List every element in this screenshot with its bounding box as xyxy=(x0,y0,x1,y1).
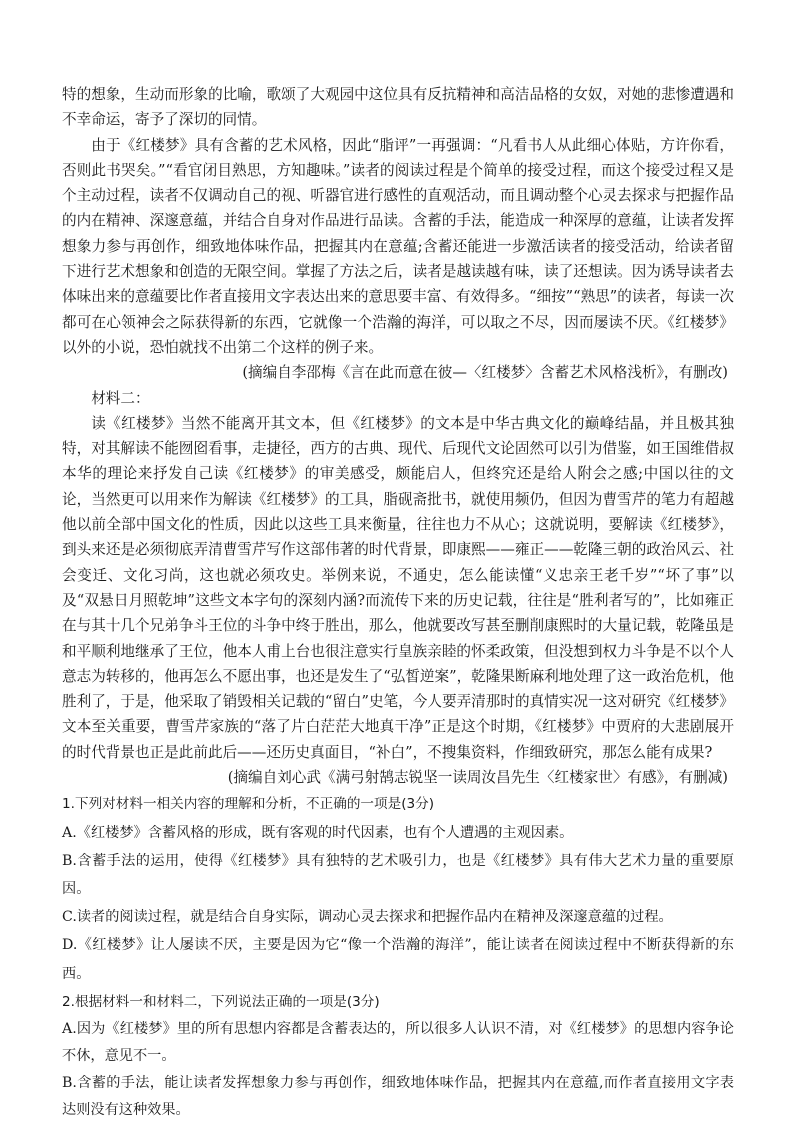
material1-source: (摘编自李邵梅《言在此而意在彼—〈红楼梦〉含蓄艺术风格浅析》，有删改) xyxy=(242,364,728,382)
material2-paragraph: 读《红楼梦》当然不能离开其文本，但《红楼梦》的文本是中华古典文化的巅峰结晶，并且极其独特，对其解读不能囫囵看事，走捷径，西方的古典、现代、后现代文论固然可以引为借鉴，如王国维借叔本华的理论来抒发自己读《红楼梦》的审美感受，颇能启人，但终究还是给人附会之感;中国以往的文论，当然更可以用来作为解读《红楼梦》的工具，脂砚斋批书，就使用频仍，但因为曹雪芹的笔力有超越他以前全部中国文化的性质，因此以这些工具来衡量，往往也力不从心；这就说明，要解读《红楼梦》，到头来还是必须彻底弄清曹雪芹写作这部伟著的时代背景，即康熙——雍正——乾隆三朝的政治风云、社会变迁、文化习尚，这也就必须攻史。举例来说，不通史，怎么能读懂“义忠亲王老千岁”“坏了事”以及“双悬日月照乾坤”这些文本字句的深刻内涵?而流传下来的历史记载，往往是“胜利者写的”，比如雍正在与其十几个兄弟争斗王位的斗争中终于胜出，那么，他就要改写甚至删削康熙时的大量记载，乾隆虽是和平顺利地继承了王位，他本人甫上台也很注意实行皇族亲睦的怀柔政策，但没想到权力斗争是不以个人意志为转移的，他再怎么不愿出事，也还是发生了“弘皙逆案”，乾隆果断麻利地处理了这一政治危机，他胜利了，于是，他采取了销毁相关记载的“留白”史笔，今人要弄清那时的真情实况一这对研究《红楼梦》文本至关重要，曹雪芹家族的“落了片白茫茫大地真干净”正是这个时期，《红楼梦》中贾府的大悲剧展开的时代背景也正是此前此后——还历史真面目，“补白”，不搜集资料，作细致研究，那怎么能有成果? xyxy=(62,414,734,761)
question-1-option-b: B.含蓄手法的运用，使得《红楼梦》具有独特的艺术吸引力，也是《红楼梦》具有伟大艺术力量的重要原因。 xyxy=(62,852,734,897)
material2-label: 材料二： xyxy=(91,389,150,407)
question-2-stem: 2.根据材料一和材料二，下列说法正确的一项是(3分) xyxy=(62,993,380,1010)
exam-page xyxy=(62,82,734,1124)
question-1-option-d: D.《红楼梦》让人屡读不厌，主要是因为它“像一个浩瀚的海洋”，能让读者在阅读过程中不断获得新的东西。 xyxy=(62,937,734,982)
question-1-stem: 1.下列对材料一相关内容的理解和分析，不正确的一项是(3分) xyxy=(62,796,435,813)
material1-paragraph-continued: 特的想象，生动而形象的比喻，歌颂了大观园中这位具有反抗精神和高洁品格的女奴，对她的悲惨遭遇和不幸命运，寄予了深切的同情。 xyxy=(62,86,734,129)
question-2-option-a: A.因为《红楼梦》里的所有思想内容都是含蓄表达的，所以很多人认识不清，对《红楼梦》的思想内容争论不休，意见不一。 xyxy=(62,1020,734,1064)
question-1-option-a: A.《红楼梦》含蓄风格的形成，既有客观的时代因素，也有个人遭遇的主观因素。 xyxy=(62,824,574,841)
material1-paragraph: 由于《红楼梦》具有含蓄的艺术风格，因此“脂评”一再强调：“凡看书人从此细心体贴，方许你看，否则此书哭矣。”“看官闭目熟思，方知趣味。”读者的阅读过程是个简单的接受过程，而这个接受过程又是个主动过程，读者不仅调动自己的视、听器官进行感性的直观活动，而且调动整个心灵去探求与把握作品的内在精神、深邃意蕴，并结合自身对作品进行品读。含蓄的手法，能造成一种深厚的意蕴，让读者发挥想象力参与再创作，细致地体味作品，把握其内在意蕴;含蓄还能进一步激活读者的接受活动，给读者留下进行艺术想象和创造的无限空间。掌握了方法之后，读者是越读越有味，读了还想读。因为诱导读者去体味出来的意蕴要比作者直接用文字表达出来的意思要丰富、有效得多。“细按”“熟思”的读者，每读一次都可在心领神会之际获得新的东西，它就像一个浩瀚的海洋，可以取之不尽，因而屡读不厌。《红楼梦》以外的小说，恐怕就找不出第二个这样的例子来。 xyxy=(62,136,734,356)
question-2-option-b: B.含蓄的手法，能让读者发挥想象力参与再创作，细致地体味作品，把握其内在意蕴,而作者直接用文字表达则没有这种效果。 xyxy=(62,1074,734,1118)
material2-source: (摘编自刘心武《满弓射鹄志锐坚一读周汝昌先生〈红楼家世〉有感》，有删减) xyxy=(227,769,728,787)
question-1-option-c: C.读者的阅读过程，就是结合自身实际，调动心灵去探求和把握作品内在精神及深邃意蕴的过程。 xyxy=(62,909,673,926)
